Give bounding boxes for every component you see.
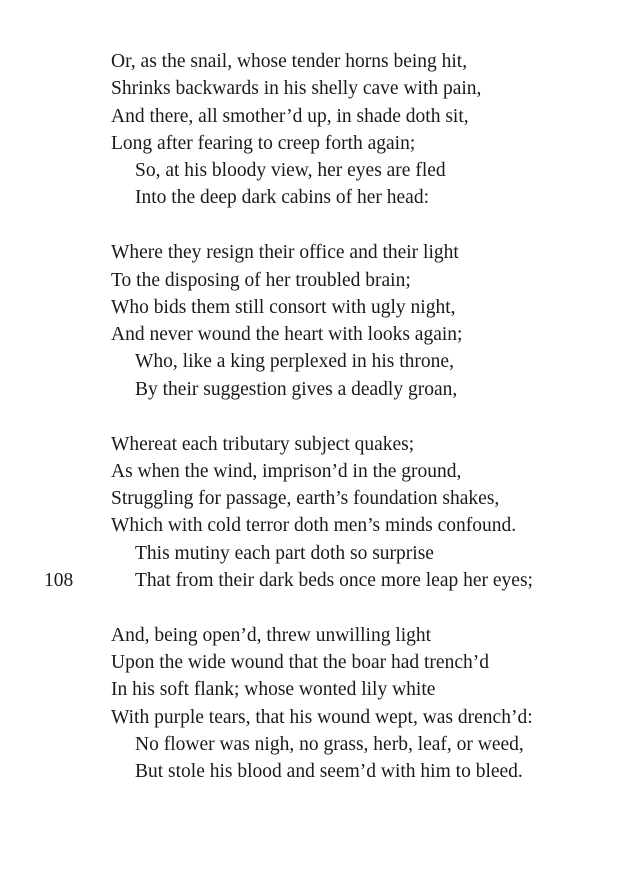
verse-line: And there, all smother’d up, in shade doth sit, xyxy=(111,105,469,127)
stanza-3 xyxy=(44,431,631,595)
verse-line: And never wound the heart with looks again; xyxy=(111,324,463,346)
verse-line: Whereat each tributary subject quakes; xyxy=(111,433,415,455)
verse-line: Who bids them still consort with ugly night, xyxy=(111,296,456,318)
verse-line: Or, as the snail, whose tender horns being hit, xyxy=(111,51,468,72)
verse-line-indented: So, at his bloody view, her eyes are fled xyxy=(135,160,446,182)
verse-line-indented: By their suggestion gives a deadly groan, xyxy=(135,378,458,400)
stanza-1 xyxy=(111,48,631,212)
stanza-2 xyxy=(111,239,631,403)
verse-line: And, being open’d, threw unwilling light xyxy=(111,624,432,646)
verse-line: To the disposing of her troubled brain; xyxy=(111,269,411,291)
verse-line: Struggling for passage, earth’s foundation shakes, xyxy=(111,488,500,510)
verse-line: Where they resign their office and their light xyxy=(111,242,459,264)
verse-line-indented: No flower was nigh, no grass, herb, leaf, or weed, xyxy=(135,734,524,756)
verse-line-indented: But stole his blood and seem’d with him to bleed. xyxy=(135,761,523,783)
verse-line: As when the wind, imprison’d in the ground, xyxy=(111,460,462,482)
verse-line: Which with cold terror doth men’s minds confound. xyxy=(111,515,517,537)
verse-line-indented: Who, like a king perplexed in his throne, xyxy=(135,351,454,373)
verse-line: In his soft flank; whose wonted lily white xyxy=(111,679,436,701)
verse-line-indented: Into the deep dark cabins of her head: xyxy=(135,187,430,209)
verse-line: Shrinks backwards in his shelly cave with pain, xyxy=(111,78,482,100)
verse-line: Upon the wide wound that the boar had trench’d xyxy=(111,652,489,674)
line-number: 108 xyxy=(44,570,74,592)
verse-line-indented: This mutiny each part doth so surprise xyxy=(135,542,434,564)
verse-line: With purple tears, that his wound wept, was drench’d: xyxy=(111,706,533,728)
stanza-4 xyxy=(111,622,631,786)
verse-line-text: That from their dark beds once more leap her eyes; xyxy=(135,570,533,592)
verse-line: Long after fearing to creep forth again; xyxy=(111,132,416,154)
verse-line-indented xyxy=(44,567,631,594)
poem-body xyxy=(44,48,631,813)
